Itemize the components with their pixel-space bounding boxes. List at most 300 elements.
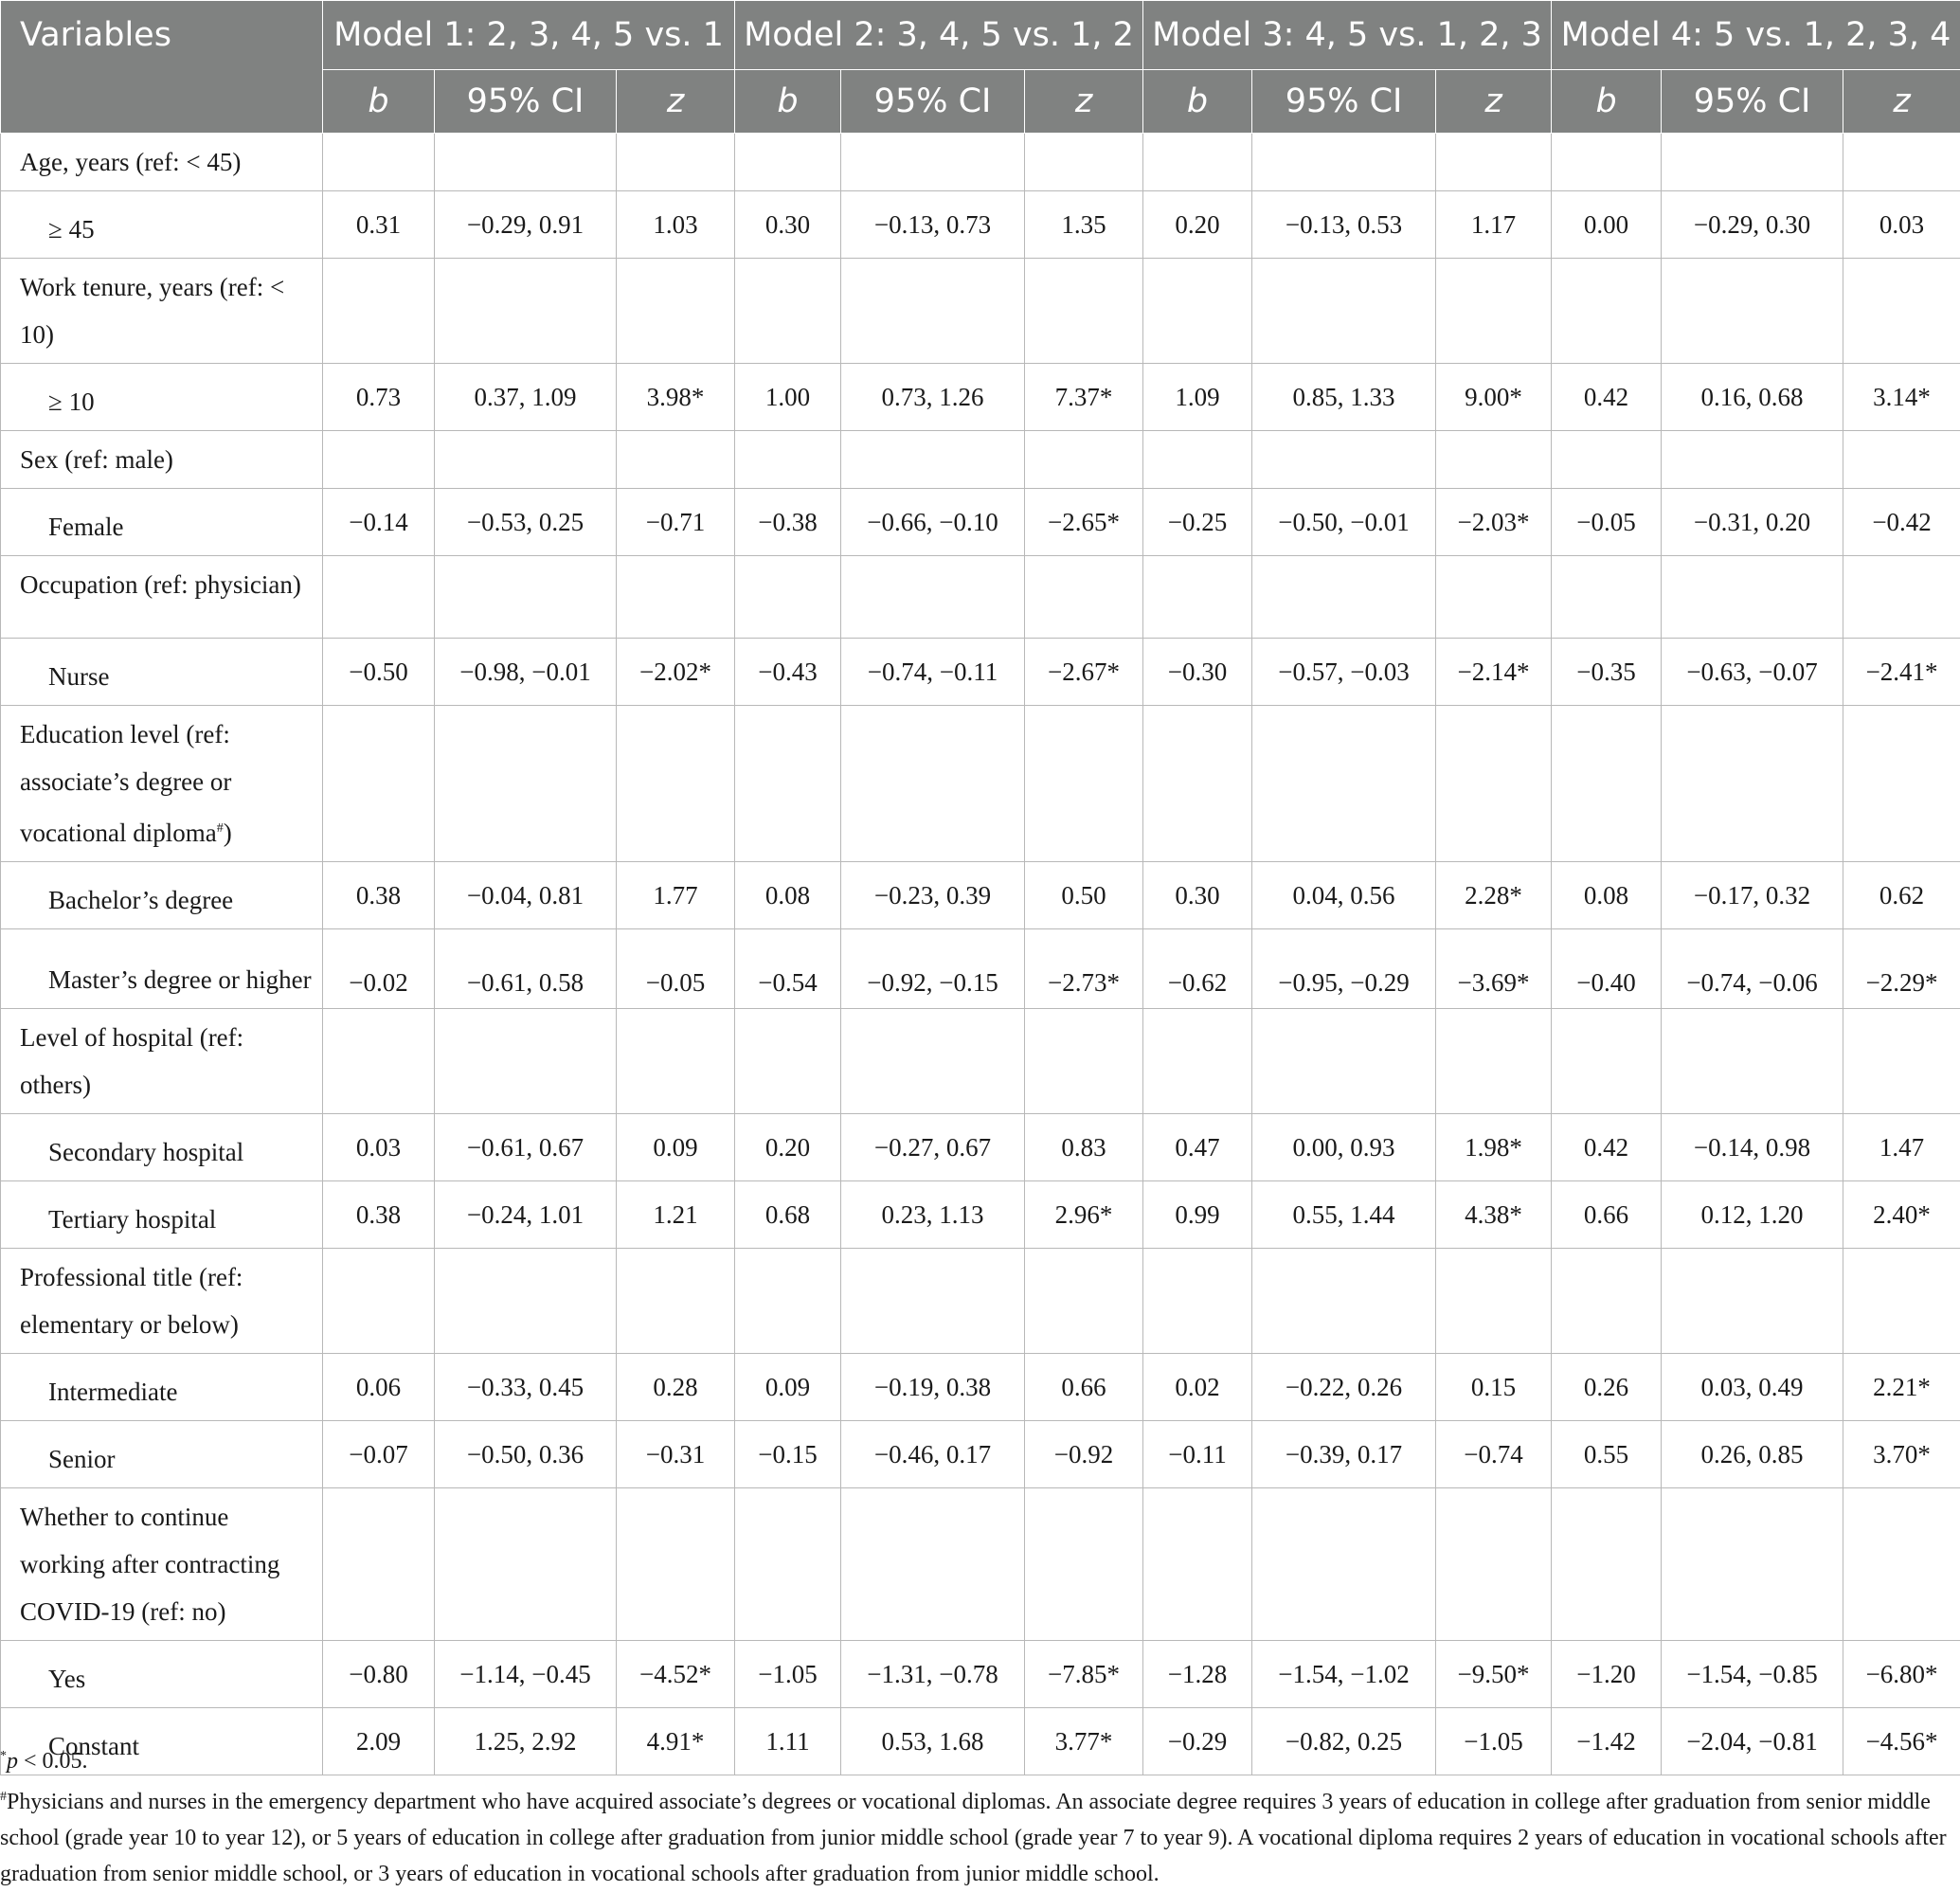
empty-cell — [1843, 1249, 1960, 1354]
b-cell: 0.26 — [1552, 1354, 1662, 1421]
significance-note: *p < 0.05. — [0, 1739, 1951, 1779]
z-cell: −0.05 — [617, 929, 735, 1009]
empty-cell — [617, 1249, 735, 1354]
empty-cell — [617, 431, 735, 489]
ci-cell: 0.03, 0.49 — [1662, 1354, 1843, 1421]
table-row — [1, 1354, 1960, 1421]
ci-cell: −0.63, −0.07 — [1662, 639, 1843, 706]
ci-cell: −0.57, −0.03 — [1252, 639, 1436, 706]
z-cell: 3.98* — [617, 364, 735, 431]
empty-cell — [323, 706, 435, 862]
z-cell: 1.77 — [617, 862, 735, 929]
variable-label: Bachelor’s degree — [1, 862, 323, 929]
b-cell: −0.25 — [1143, 489, 1252, 556]
z-cell: 1.98* — [1436, 1114, 1552, 1181]
z-cell: −2.67* — [1025, 639, 1143, 706]
ci-header: 95% CI — [1662, 70, 1843, 134]
empty-cell — [1025, 134, 1143, 191]
empty-cell — [1662, 134, 1843, 191]
empty-cell — [1662, 431, 1843, 489]
ci-cell: −0.22, 0.26 — [1252, 1354, 1436, 1421]
b-cell: −0.50 — [323, 639, 435, 706]
table-footnotes — [0, 1739, 1951, 1892]
table-row — [1, 1421, 1960, 1488]
b-header: b — [323, 70, 435, 134]
category-row — [1, 431, 1960, 489]
b-cell: 0.55 — [1552, 1421, 1662, 1488]
ci-cell: −0.98, −0.01 — [435, 639, 617, 706]
ci-cell: −1.54, −1.02 — [1252, 1641, 1436, 1708]
empty-cell — [617, 1009, 735, 1114]
table-body — [1, 134, 1960, 1775]
ci-cell: −0.39, 0.17 — [1252, 1421, 1436, 1488]
variable-label: Nurse — [1, 639, 323, 706]
b-cell: 0.09 — [735, 1354, 841, 1421]
ci-cell: −0.82, 0.25 — [1252, 1708, 1436, 1775]
z-header: z — [1436, 70, 1552, 134]
z-cell: −2.73* — [1025, 929, 1143, 1009]
empty-cell — [435, 259, 617, 364]
z-cell: 0.28 — [617, 1354, 735, 1421]
category-label: Whether to continue working after contracting COVID-19 (ref: no) — [1, 1488, 323, 1641]
z-cell: 0.15 — [1436, 1354, 1552, 1421]
z-cell: 0.66 — [1025, 1354, 1143, 1421]
ci-cell: −0.23, 0.39 — [841, 862, 1025, 929]
variable-label: Constant — [1, 1708, 323, 1775]
b-cell: −0.05 — [1552, 489, 1662, 556]
empty-cell — [1025, 1009, 1143, 1114]
empty-cell — [735, 1009, 841, 1114]
ci-cell: −0.33, 0.45 — [435, 1354, 617, 1421]
ci-cell: −0.19, 0.38 — [841, 1354, 1025, 1421]
b-cell: −1.20 — [1552, 1641, 1662, 1708]
ci-header: 95% CI — [435, 70, 617, 134]
table-row — [1, 364, 1960, 431]
empty-cell — [1843, 134, 1960, 191]
ci-cell: −1.14, −0.45 — [435, 1641, 617, 1708]
table-row — [1, 639, 1960, 706]
z-cell: 9.00* — [1436, 364, 1552, 431]
empty-cell — [841, 706, 1025, 862]
empty-cell — [1252, 556, 1436, 639]
b-cell: 0.47 — [1143, 1114, 1252, 1181]
b-cell: −0.02 — [323, 929, 435, 1009]
ci-header: 95% CI — [841, 70, 1025, 134]
z-cell: 4.38* — [1436, 1181, 1552, 1249]
empty-cell — [435, 134, 617, 191]
b-cell: −1.28 — [1143, 1641, 1252, 1708]
ci-cell: 0.37, 1.09 — [435, 364, 617, 431]
empty-cell — [435, 431, 617, 489]
b-cell: 1.09 — [1143, 364, 1252, 431]
b-cell: 0.02 — [1143, 1354, 1252, 1421]
z-cell: −0.42 — [1843, 489, 1960, 556]
empty-cell — [1025, 259, 1143, 364]
ci-cell: −0.27, 0.67 — [841, 1114, 1025, 1181]
category-row — [1, 1488, 1960, 1641]
b-cell: 2.09 — [323, 1708, 435, 1775]
variable-label: ≥ 45 — [1, 191, 323, 259]
b-cell: 0.66 — [1552, 1181, 1662, 1249]
empty-cell — [1843, 556, 1960, 639]
category-label: Education level (ref: associate’s degree or vocational diploma#) — [1, 706, 323, 862]
b-cell: 0.38 — [323, 1181, 435, 1249]
empty-cell — [617, 134, 735, 191]
empty-cell — [841, 556, 1025, 639]
empty-cell — [1662, 556, 1843, 639]
z-cell: 0.50 — [1025, 862, 1143, 929]
z-header: z — [1025, 70, 1143, 134]
ci-cell: −0.46, 0.17 — [841, 1421, 1025, 1488]
empty-cell — [435, 1488, 617, 1641]
empty-cell — [617, 556, 735, 639]
empty-cell — [1436, 1249, 1552, 1354]
z-cell: −2.02* — [617, 639, 735, 706]
ci-cell: 0.73, 1.26 — [841, 364, 1025, 431]
z-cell: 7.37* — [1025, 364, 1143, 431]
ci-cell: −0.66, −0.10 — [841, 489, 1025, 556]
empty-cell — [617, 259, 735, 364]
table-row — [1, 1114, 1960, 1181]
empty-cell — [1843, 1009, 1960, 1114]
empty-cell — [435, 1009, 617, 1114]
ci-cell: 0.53, 1.68 — [841, 1708, 1025, 1775]
empty-cell — [1662, 1009, 1843, 1114]
ci-cell: −0.50, −0.01 — [1252, 489, 1436, 556]
empty-cell — [1252, 431, 1436, 489]
ci-cell: 0.04, 0.56 — [1252, 862, 1436, 929]
b-cell: 0.20 — [1143, 191, 1252, 259]
z-cell: 2.96* — [1025, 1181, 1143, 1249]
model-2-header: Model 2: 3, 4, 5 vs. 1, 2 — [735, 1, 1143, 70]
b-cell: 0.30 — [1143, 862, 1252, 929]
empty-cell — [841, 259, 1025, 364]
z-header: z — [617, 70, 735, 134]
z-header: z — [1843, 70, 1960, 134]
empty-cell — [735, 259, 841, 364]
empty-cell — [1025, 431, 1143, 489]
empty-cell — [1552, 1488, 1662, 1641]
empty-cell — [323, 1009, 435, 1114]
ci-cell: 0.23, 1.13 — [841, 1181, 1025, 1249]
ci-cell: −0.31, 0.20 — [1662, 489, 1843, 556]
empty-cell — [1552, 556, 1662, 639]
empty-cell — [1552, 1249, 1662, 1354]
b-cell: −0.11 — [1143, 1421, 1252, 1488]
ci-cell: −1.54, −0.85 — [1662, 1641, 1843, 1708]
b-cell: 0.42 — [1552, 1114, 1662, 1181]
ci-cell: −0.50, 0.36 — [435, 1421, 617, 1488]
b-cell: −0.30 — [1143, 639, 1252, 706]
z-cell: −2.29* — [1843, 929, 1960, 1009]
ci-cell: −0.74, −0.11 — [841, 639, 1025, 706]
ci-cell: −0.13, 0.53 — [1252, 191, 1436, 259]
ci-cell: −0.17, 0.32 — [1662, 862, 1843, 929]
z-cell: −2.14* — [1436, 639, 1552, 706]
empty-cell — [1662, 259, 1843, 364]
empty-cell — [1025, 706, 1143, 862]
empty-cell — [1143, 134, 1252, 191]
empty-cell — [1025, 556, 1143, 639]
empty-cell — [323, 431, 435, 489]
b-cell: 0.68 — [735, 1181, 841, 1249]
b-cell: −0.62 — [1143, 929, 1252, 1009]
z-cell: 0.62 — [1843, 862, 1960, 929]
variables-header: Variables — [1, 1, 323, 134]
empty-cell — [1025, 1249, 1143, 1354]
z-cell: −2.03* — [1436, 489, 1552, 556]
b-cell: −0.54 — [735, 929, 841, 1009]
empty-cell — [1843, 259, 1960, 364]
ci-cell: 0.26, 0.85 — [1662, 1421, 1843, 1488]
model-4-header: Model 4: 5 vs. 1, 2, 3, 4 — [1552, 1, 1960, 70]
empty-cell — [1252, 1249, 1436, 1354]
z-cell: 0.03 — [1843, 191, 1960, 259]
empty-cell — [1143, 1009, 1252, 1114]
empty-cell — [617, 1488, 735, 1641]
empty-cell — [1552, 706, 1662, 862]
ci-cell: −0.74, −0.06 — [1662, 929, 1843, 1009]
empty-cell — [1436, 431, 1552, 489]
z-cell: −2.65* — [1025, 489, 1143, 556]
ci-cell: −0.29, 0.30 — [1662, 191, 1843, 259]
z-cell: 3.77* — [1025, 1708, 1143, 1775]
b-cell: −0.35 — [1552, 639, 1662, 706]
ci-cell: −0.95, −0.29 — [1252, 929, 1436, 1009]
empty-cell — [1436, 1009, 1552, 1114]
category-label: Sex (ref: male) — [1, 431, 323, 489]
b-cell: −0.38 — [735, 489, 841, 556]
empty-cell — [1552, 431, 1662, 489]
empty-cell — [435, 556, 617, 639]
category-label: Level of hospital (ref: others) — [1, 1009, 323, 1114]
table-row — [1, 929, 1960, 1009]
table-row — [1, 862, 1960, 929]
empty-cell — [323, 259, 435, 364]
z-cell: 3.14* — [1843, 364, 1960, 431]
category-row — [1, 1249, 1960, 1354]
empty-cell — [1143, 431, 1252, 489]
empty-cell — [435, 1249, 617, 1354]
empty-cell — [1843, 431, 1960, 489]
z-cell: −0.74 — [1436, 1421, 1552, 1488]
b-cell: −1.42 — [1552, 1708, 1662, 1775]
empty-cell — [1662, 1488, 1843, 1641]
z-cell: 0.09 — [617, 1114, 735, 1181]
b-cell: −0.29 — [1143, 1708, 1252, 1775]
table-row — [1, 489, 1960, 556]
empty-cell — [1143, 556, 1252, 639]
ci-cell: 0.16, 0.68 — [1662, 364, 1843, 431]
category-label: Professional title (ref: elementary or below) — [1, 1249, 323, 1354]
z-cell: 0.83 — [1025, 1114, 1143, 1181]
empty-cell — [1436, 1488, 1552, 1641]
b-cell: 0.03 — [323, 1114, 435, 1181]
category-row — [1, 1009, 1960, 1114]
empty-cell — [617, 706, 735, 862]
z-cell: 1.47 — [1843, 1114, 1960, 1181]
z-cell: −3.69* — [1436, 929, 1552, 1009]
empty-cell — [735, 1249, 841, 1354]
variable-label: ≥ 10 — [1, 364, 323, 431]
empty-cell — [1436, 556, 1552, 639]
empty-cell — [841, 1249, 1025, 1354]
empty-cell — [1436, 706, 1552, 862]
empty-cell — [1843, 706, 1960, 862]
table-row — [1, 1181, 1960, 1249]
ci-cell: −0.61, 0.67 — [435, 1114, 617, 1181]
ci-cell: −2.04, −0.81 — [1662, 1708, 1843, 1775]
empty-cell — [735, 134, 841, 191]
z-cell: −2.41* — [1843, 639, 1960, 706]
ci-cell: −1.31, −0.78 — [841, 1641, 1025, 1708]
b-cell: −0.80 — [323, 1641, 435, 1708]
b-header: b — [1143, 70, 1252, 134]
empty-cell — [1143, 706, 1252, 862]
empty-cell — [1552, 259, 1662, 364]
category-label: Work tenure, years (ref: < 10) — [1, 259, 323, 364]
empty-cell — [735, 556, 841, 639]
variable-label: Yes — [1, 1641, 323, 1708]
z-cell: 1.21 — [617, 1181, 735, 1249]
z-cell: −9.50* — [1436, 1641, 1552, 1708]
b-cell: 0.38 — [323, 862, 435, 929]
category-label: Occupation (ref: physician) — [1, 556, 323, 639]
ci-header: 95% CI — [1252, 70, 1436, 134]
z-cell: −7.85* — [1025, 1641, 1143, 1708]
b-cell: −0.43 — [735, 639, 841, 706]
z-cell: 2.28* — [1436, 862, 1552, 929]
empty-cell — [1843, 1488, 1960, 1641]
table-header — [1, 1, 1960, 134]
b-cell: −0.07 — [323, 1421, 435, 1488]
empty-cell — [1436, 134, 1552, 191]
empty-cell — [1143, 1249, 1252, 1354]
z-cell: −0.71 — [617, 489, 735, 556]
empty-cell — [435, 706, 617, 862]
ci-cell: 1.25, 2.92 — [435, 1708, 617, 1775]
b-cell: 0.73 — [323, 364, 435, 431]
ci-cell: −0.92, −0.15 — [841, 929, 1025, 1009]
b-cell: −1.05 — [735, 1641, 841, 1708]
b-cell: −0.14 — [323, 489, 435, 556]
variable-label: Intermediate — [1, 1354, 323, 1421]
z-cell: 4.91* — [617, 1708, 735, 1775]
empty-cell — [1143, 1488, 1252, 1641]
ci-cell: −0.29, 0.91 — [435, 191, 617, 259]
empty-cell — [1252, 1009, 1436, 1114]
empty-cell — [841, 134, 1025, 191]
empty-cell — [841, 431, 1025, 489]
z-cell: −4.52* — [617, 1641, 735, 1708]
b-cell: 0.08 — [735, 862, 841, 929]
z-cell: −1.05 — [1436, 1708, 1552, 1775]
empty-cell — [1252, 259, 1436, 364]
variable-label: Secondary hospital — [1, 1114, 323, 1181]
empty-cell — [1436, 259, 1552, 364]
empty-cell — [1252, 706, 1436, 862]
b-header: b — [735, 70, 841, 134]
model-3-header: Model 3: 4, 5 vs. 1, 2, 3 — [1143, 1, 1552, 70]
empty-cell — [1662, 706, 1843, 862]
z-cell: 1.35 — [1025, 191, 1143, 259]
empty-cell — [1252, 1488, 1436, 1641]
b-cell: 0.00 — [1552, 191, 1662, 259]
b-cell: 0.42 — [1552, 364, 1662, 431]
variable-label: Tertiary hospital — [1, 1181, 323, 1249]
ci-cell: −0.24, 1.01 — [435, 1181, 617, 1249]
variable-label: Senior — [1, 1421, 323, 1488]
b-cell: 0.06 — [323, 1354, 435, 1421]
z-cell: −0.92 — [1025, 1421, 1143, 1488]
b-cell: 0.99 — [1143, 1181, 1252, 1249]
category-row — [1, 259, 1960, 364]
z-cell: −0.31 — [617, 1421, 735, 1488]
empty-cell — [323, 1249, 435, 1354]
b-header: b — [1552, 70, 1662, 134]
category-label: Age, years (ref: < 45) — [1, 134, 323, 191]
b-cell: 0.08 — [1552, 862, 1662, 929]
ci-cell: 0.00, 0.93 — [1252, 1114, 1436, 1181]
b-cell: −0.15 — [735, 1421, 841, 1488]
empty-cell — [1252, 134, 1436, 191]
ci-cell: 0.85, 1.33 — [1252, 364, 1436, 431]
table-row — [1, 191, 1960, 259]
empty-cell — [841, 1488, 1025, 1641]
z-cell: −6.80* — [1843, 1641, 1960, 1708]
ci-cell: −0.04, 0.81 — [435, 862, 617, 929]
empty-cell — [735, 706, 841, 862]
category-row — [1, 134, 1960, 191]
ci-cell: −0.53, 0.25 — [435, 489, 617, 556]
z-cell: 2.21* — [1843, 1354, 1960, 1421]
empty-cell — [323, 134, 435, 191]
empty-cell — [1025, 1488, 1143, 1641]
b-cell: 1.00 — [735, 364, 841, 431]
z-cell: 1.03 — [617, 191, 735, 259]
category-row — [1, 556, 1960, 639]
z-cell: 3.70* — [1843, 1421, 1960, 1488]
b-cell: 1.11 — [735, 1708, 841, 1775]
empty-cell — [1552, 134, 1662, 191]
empty-cell — [323, 556, 435, 639]
ci-cell: −0.14, 0.98 — [1662, 1114, 1843, 1181]
empty-cell — [735, 431, 841, 489]
variable-label: Master’s degree or higher — [1, 929, 323, 1009]
b-cell: 0.30 — [735, 191, 841, 259]
z-cell: 1.17 — [1436, 191, 1552, 259]
education-note: #Physicians and nurses in the emergency department who have acquired associate’s degrees or vocational diplomas. An associate degree requires 3 years of education in college after graduation from senior middle school (grade year 10 to year 12), or 5 years of education in college after graduation from junior middle school (grade year 7 to year 9). A vocational diploma requires 2 years of education in vocational schools after graduation from senior middle school, or 3 years of education in vocational schools after graduation from junior middle school. — [0, 1779, 1951, 1892]
empty-cell — [323, 1488, 435, 1641]
b-cell: 0.31 — [323, 191, 435, 259]
empty-cell — [1552, 1009, 1662, 1114]
empty-cell — [1143, 259, 1252, 364]
ci-cell: −0.61, 0.58 — [435, 929, 617, 1009]
category-row — [1, 706, 1960, 862]
ci-cell: −0.13, 0.73 — [841, 191, 1025, 259]
z-cell: −4.56* — [1843, 1708, 1960, 1775]
variable-label: Female — [1, 489, 323, 556]
b-cell: 0.20 — [735, 1114, 841, 1181]
table-row — [1, 1641, 1960, 1708]
b-cell: −0.40 — [1552, 929, 1662, 1009]
model-1-header: Model 1: 2, 3, 4, 5 vs. 1 — [323, 1, 735, 70]
empty-cell — [1662, 1249, 1843, 1354]
empty-cell — [841, 1009, 1025, 1114]
ci-cell: 0.55, 1.44 — [1252, 1181, 1436, 1249]
ci-cell: 0.12, 1.20 — [1662, 1181, 1843, 1249]
z-cell: 2.40* — [1843, 1181, 1960, 1249]
